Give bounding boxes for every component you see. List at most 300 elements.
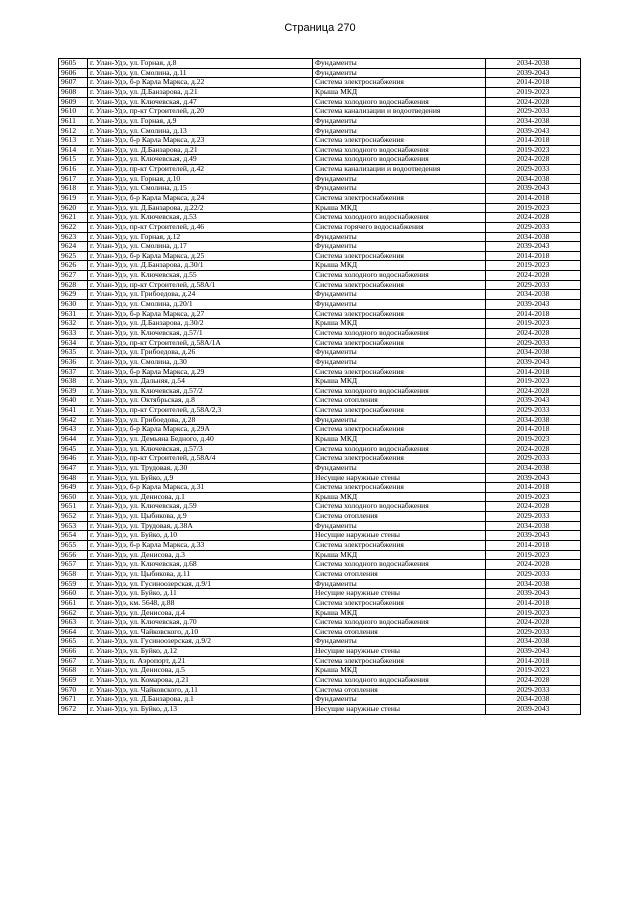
period-cell: 2029-2033 [486,107,581,117]
row-number: 9659 [59,579,88,589]
row-number: 9660 [59,589,88,599]
row-number: 9626 [59,261,88,271]
work-type-cell: Фундаменты [313,357,486,367]
period-cell: 2029-2033 [486,406,581,416]
period-cell: 2034-2038 [486,348,581,358]
address-cell: г. Улан-Удэ, ул. Буйко, д.10 [88,531,313,541]
table-row [59,174,581,184]
row-number: 9612 [59,126,88,136]
period-cell: 2029-2033 [486,280,581,290]
table-row [59,68,581,78]
row-number: 9666 [59,647,88,657]
address-cell: г. Улан-Удэ, ул. Гусиноозерская, д.9/2 [88,637,313,647]
table-row [59,203,581,213]
row-number: 9624 [59,242,88,252]
address-cell: г. Улан-Удэ, б-р Карла Маркса, д.27 [88,309,313,319]
work-type-cell: Несущие наружные стены [313,647,486,657]
period-cell: 2019-2023 [486,550,581,560]
table-row [59,531,581,541]
address-cell: г. Улан-Удэ, б-р Карла Маркса, д.29А [88,425,313,435]
table-row [59,309,581,319]
work-type-cell: Система холодного водоснабжения [313,444,486,454]
work-type-cell: Крыша МКД [313,492,486,502]
row-number: 9672 [59,704,88,714]
table-row [59,319,581,329]
table-row [59,483,581,493]
address-cell: г. Улан-Удэ, ул. Смолина, д.11 [88,68,313,78]
row-number: 9623 [59,232,88,242]
row-number: 9669 [59,676,88,686]
work-type-cell: Фундаменты [313,232,486,242]
address-cell: г. Улан-Удэ, б-р Карла Маркса, д.29 [88,367,313,377]
work-type-cell: Фундаменты [313,463,486,473]
row-number: 9629 [59,290,88,300]
period-cell: 2039-2043 [486,531,581,541]
period-cell: 2014-2018 [486,425,581,435]
period-cell: 2039-2043 [486,68,581,78]
work-type-cell: Система электроснабжения [313,136,486,146]
row-number: 9613 [59,136,88,146]
row-number: 9658 [59,569,88,579]
row-number: 9650 [59,492,88,502]
period-cell: 2034-2038 [486,232,581,242]
address-cell: г. Улан-Удэ, пр-кт Строителей, д.58А/1А [88,338,313,348]
period-cell: 2014-2018 [486,309,581,319]
row-number: 9614 [59,145,88,155]
address-cell: г. Улан-Удэ, б-р Карла Маркса, д.22 [88,78,313,88]
period-cell: 2029-2033 [486,569,581,579]
row-number: 9649 [59,483,88,493]
row-number: 9657 [59,560,88,570]
period-cell: 2014-2018 [486,598,581,608]
work-type-cell: Система электроснабжения [313,598,486,608]
address-cell: г. Улан-Удэ, ул. Смолина, д.17 [88,242,313,252]
row-number: 9628 [59,280,88,290]
table-row [59,97,581,107]
page-title: Страница 270 [284,22,356,34]
table-row [59,492,581,502]
table-row [59,560,581,570]
work-type-cell: Система электроснабжения [313,367,486,377]
address-cell: г. Улан-Удэ, ул. Цыбикова, д.9 [88,512,313,522]
table-row [59,165,581,175]
table-row [59,222,581,232]
period-cell: 2014-2018 [486,78,581,88]
work-type-cell: Фундаменты [313,126,486,136]
table-row [59,377,581,387]
table-row [59,116,581,126]
address-cell: г. Улан-Удэ, пр-кт Строителей, д.58А/4 [88,454,313,464]
row-number: 9616 [59,165,88,175]
work-type-cell: Система электроснабжения [313,309,486,319]
period-cell: 2034-2038 [486,290,581,300]
period-cell: 2019-2023 [486,203,581,213]
period-cell: 2029-2033 [486,222,581,232]
row-number: 9671 [59,695,88,705]
table-row [59,406,581,416]
work-type-cell: Система отопления [313,396,486,406]
address-cell: г. Улан-Удэ, ул. Ключевская, д.47 [88,97,313,107]
row-number: 9611 [59,116,88,126]
work-type-cell: Крыша МКД [313,203,486,213]
period-cell: 2039-2043 [486,184,581,194]
work-type-cell: Система электроснабжения [313,454,486,464]
table-row [59,415,581,425]
work-type-cell: Система электроснабжения [313,406,486,416]
address-cell: г. Улан-Удэ, ул. Смолина, д.20/1 [88,300,313,310]
table-row [59,107,581,117]
row-number: 9668 [59,666,88,676]
work-type-cell: Система электроснабжения [313,193,486,203]
row-number: 9639 [59,386,88,396]
row-number: 9635 [59,348,88,358]
row-number: 9661 [59,598,88,608]
row-number: 9647 [59,463,88,473]
row-number: 9631 [59,309,88,319]
period-cell: 2019-2023 [486,492,581,502]
work-type-cell: Система канализации и водоотведения [313,165,486,175]
row-number: 9607 [59,78,88,88]
work-type-cell: Система электроснабжения [313,541,486,551]
period-cell: 2019-2023 [486,666,581,676]
table-row [59,647,581,657]
table-row [59,213,581,223]
table-row [59,512,581,522]
row-number: 9653 [59,521,88,531]
table-row [59,589,581,599]
period-cell: 2034-2038 [486,637,581,647]
period-cell: 2039-2043 [486,589,581,599]
address-cell: г. Улан-Удэ, ул. Д.Банзарова, д.21 [88,87,313,97]
table-row [59,145,581,155]
work-type-cell: Система холодного водоснабжения [313,676,486,686]
row-number: 9663 [59,618,88,628]
table-row [59,136,581,146]
address-cell: г. Улан-Удэ, ул. Смолина, д.15 [88,184,313,194]
work-type-cell: Фундаменты [313,695,486,705]
table-row [59,87,581,97]
address-cell: г. Улан-Удэ, ул. Горная, д.10 [88,174,313,184]
row-number: 9625 [59,251,88,261]
period-cell: 2034-2038 [486,521,581,531]
work-type-cell: Крыша МКД [313,261,486,271]
table-row [59,338,581,348]
work-type-cell: Система холодного водоснабжения [313,618,486,628]
address-cell: г. Улан-Удэ, ул. Трудовая, д.38А [88,521,313,531]
period-cell: 2039-2043 [486,473,581,483]
works-table [58,58,581,715]
work-type-cell: Система электроснабжения [313,251,486,261]
period-cell: 2039-2043 [486,357,581,367]
work-type-cell: Крыша МКД [313,377,486,387]
address-cell: г. Улан-Удэ, км. 5648, д.88 [88,598,313,608]
address-cell: г. Улан-Удэ, ул. Ключевская, д.49 [88,155,313,165]
table-row [59,300,581,310]
period-cell: 2029-2033 [486,685,581,695]
row-number: 9608 [59,87,88,97]
row-number: 9656 [59,550,88,560]
row-number: 9634 [59,338,88,348]
work-type-cell: Система отопления [313,512,486,522]
work-type-cell: Система холодного водоснабжения [313,328,486,338]
address-cell: г. Улан-Удэ, ул. Демьяна Бедного, д.40 [88,434,313,444]
row-number: 9646 [59,454,88,464]
period-cell: 2024-2028 [486,502,581,512]
table-row [59,367,581,377]
period-cell: 2029-2033 [486,512,581,522]
address-cell: г. Улан-Удэ, ул. Смолина, д.13 [88,126,313,136]
period-cell: 2019-2023 [486,261,581,271]
table-row [59,550,581,560]
work-type-cell: Система холодного водоснабжения [313,155,486,165]
table-row [59,676,581,686]
row-number: 9643 [59,425,88,435]
row-number: 9664 [59,627,88,637]
work-type-cell: Крыша МКД [313,666,486,676]
address-cell: г. Улан-Удэ, б-р Карла Маркса, д.33 [88,541,313,551]
row-number: 9618 [59,184,88,194]
table-row [59,463,581,473]
period-cell: 2024-2028 [486,271,581,281]
table-row [59,386,581,396]
period-cell: 2014-2018 [486,483,581,493]
address-cell: г. Улан-Удэ, ул. Гусиноозерская, д.9/1 [88,579,313,589]
row-number: 9615 [59,155,88,165]
work-type-cell: Фундаменты [313,521,486,531]
table-row [59,569,581,579]
row-number: 9630 [59,300,88,310]
period-cell: 2019-2023 [486,608,581,618]
address-cell: г. Улан-Удэ, пр-кт Строителей, д.20 [88,107,313,117]
address-cell: г. Улан-Удэ, ул. Грибоедова, д.28 [88,415,313,425]
period-cell: 2024-2028 [486,560,581,570]
table-row [59,242,581,252]
address-cell: г. Улан-Удэ, б-р Карла Маркса, д.25 [88,251,313,261]
period-cell: 2039-2043 [486,126,581,136]
table-row [59,78,581,88]
row-number: 9641 [59,406,88,416]
table-row [59,251,581,261]
row-number: 9619 [59,193,88,203]
period-cell: 2039-2043 [486,704,581,714]
period-cell: 2014-2018 [486,193,581,203]
table-row [59,126,581,136]
address-cell: г. Улан-Удэ, ул. Комарова, д.21 [88,676,313,686]
work-type-cell: Система холодного водоснабжения [313,271,486,281]
work-type-cell: Система холодного водоснабжения [313,386,486,396]
table-row [59,434,581,444]
work-type-cell: Фундаменты [313,290,486,300]
table-row [59,502,581,512]
address-cell: г. Улан-Удэ, б-р Карла Маркса, д.23 [88,136,313,146]
row-number: 9645 [59,444,88,454]
period-cell: 2039-2043 [486,300,581,310]
table-row [59,357,581,367]
row-number: 9632 [59,319,88,329]
table-row [59,280,581,290]
work-type-cell: Система электроснабжения [313,483,486,493]
address-cell: г. Улан-Удэ, пр-кт Строителей, д.42 [88,165,313,175]
period-cell: 2034-2038 [486,116,581,126]
period-cell: 2039-2043 [486,396,581,406]
work-type-cell: Фундаменты [313,242,486,252]
table-row [59,184,581,194]
address-cell: г. Улан-Удэ, ул. Буйко, д.11 [88,589,313,599]
period-cell: 2024-2028 [486,676,581,686]
period-cell: 2034-2038 [486,579,581,589]
table-row [59,290,581,300]
table-row [59,232,581,242]
table-row [59,656,581,666]
period-cell: 2034-2038 [486,415,581,425]
address-cell: г. Улан-Удэ, б-р Карла Маркса, д.31 [88,483,313,493]
row-number: 9667 [59,656,88,666]
work-type-cell: Фундаменты [313,174,486,184]
period-cell: 2024-2028 [486,618,581,628]
work-type-cell: Система холодного водоснабжения [313,502,486,512]
address-cell: г. Улан-Удэ, ул. Денисова, д.1 [88,492,313,502]
address-cell: г. Улан-Удэ, ул. Ключевская, д.59 [88,502,313,512]
table-row [59,695,581,705]
period-cell: 2034-2038 [486,463,581,473]
row-number: 9670 [59,685,88,695]
address-cell: г. Улан-Удэ, ул. Д.Банзарова, д.21 [88,145,313,155]
work-type-cell: Фундаменты [313,116,486,126]
address-cell: г. Улан-Удэ, пр-кт Строителей, д.46 [88,222,313,232]
period-cell: 2019-2023 [486,319,581,329]
address-cell: г. Улан-Удэ, ул. Д.Банзарова, д.30/1 [88,261,313,271]
work-type-cell: Фундаменты [313,415,486,425]
table-row [59,59,581,69]
address-cell: г. Улан-Удэ, ул. Ключевская, д.57/2 [88,386,313,396]
work-type-cell: Крыша МКД [313,434,486,444]
work-type-cell: Несущие наружные стены [313,473,486,483]
period-cell: 2039-2043 [486,647,581,657]
table-row [59,541,581,551]
row-number: 9655 [59,541,88,551]
table-body [59,59,581,715]
work-type-cell: Система отопления [313,569,486,579]
address-cell: г. Улан-Удэ, ул. Буйко, д.13 [88,704,313,714]
work-type-cell: Фундаменты [313,59,486,69]
table-row [59,627,581,637]
work-type-cell: Несущие наружные стены [313,704,486,714]
row-number: 9648 [59,473,88,483]
work-type-cell: Система электроснабжения [313,78,486,88]
address-cell: г. Улан-Удэ, ул. Цыбикова, д.11 [88,569,313,579]
row-number: 9644 [59,434,88,444]
period-cell: 2014-2018 [486,136,581,146]
row-number: 9606 [59,68,88,78]
work-type-cell: Несущие наружные стены [313,589,486,599]
row-number: 9665 [59,637,88,647]
table-row [59,261,581,271]
address-cell: г. Улан-Удэ, ул. Буйко, д.12 [88,647,313,657]
period-cell: 2029-2033 [486,627,581,637]
table-row [59,444,581,454]
address-cell: г. Улан-Удэ, ул. Д.Банзарова, д.22/2 [88,203,313,213]
address-cell: г. Улан-Удэ, ул. Ключевская, д.68 [88,560,313,570]
period-cell: 2014-2018 [486,367,581,377]
period-cell: 2039-2043 [486,242,581,252]
address-cell: г. Улан-Удэ, ул. Горная, д.8 [88,59,313,69]
period-cell: 2024-2028 [486,328,581,338]
address-cell: г. Улан-Удэ, ул. Ключевская, д.57/1 [88,328,313,338]
table-row [59,685,581,695]
work-type-cell: Система электроснабжения [313,425,486,435]
address-cell: г. Улан-Удэ, ул. Горная, д.12 [88,232,313,242]
row-number: 9636 [59,357,88,367]
table-row [59,348,581,358]
work-type-cell: Крыша МКД [313,608,486,618]
row-number: 9620 [59,203,88,213]
row-number: 9642 [59,415,88,425]
work-type-cell: Система холодного водоснабжения [313,145,486,155]
row-number: 9621 [59,213,88,223]
period-cell: 2014-2018 [486,251,581,261]
period-cell: 2014-2018 [486,541,581,551]
address-cell: г. Улан-Удэ, пр-кт Строителей, д.58А/2,3 [88,406,313,416]
work-type-cell: Фундаменты [313,637,486,647]
period-cell: 2019-2023 [486,145,581,155]
period-cell: 2019-2023 [486,87,581,97]
work-type-cell: Система холодного водоснабжения [313,560,486,570]
table-row [59,608,581,618]
work-type-cell: Несущие наружные стены [313,531,486,541]
period-cell: 2024-2028 [486,213,581,223]
row-number: 9633 [59,328,88,338]
table-row [59,637,581,647]
work-type-cell: Крыша МКД [313,550,486,560]
address-cell: г. Улан-Удэ, ул. Октябрьская, д.8 [88,396,313,406]
address-cell: г. Улан-Удэ, ул. Грибоедова, д.26 [88,348,313,358]
row-number: 9652 [59,512,88,522]
table-row [59,666,581,676]
period-cell: 2014-2018 [486,656,581,666]
work-type-cell: Система электроснабжения [313,656,486,666]
table-row [59,328,581,338]
row-number: 9654 [59,531,88,541]
period-cell: 2029-2033 [486,165,581,175]
address-cell: г. Улан-Удэ, пр-кт Строителей, д.58А/1 [88,280,313,290]
address-cell: г. Улан-Удэ, ул. Горная, д.9 [88,116,313,126]
work-type-cell: Крыша МКД [313,87,486,97]
work-type-cell: Система отопления [313,685,486,695]
row-number: 9638 [59,377,88,387]
address-cell: г. Улан-Удэ, ул. Чайковского, д.11 [88,685,313,695]
address-cell: г. Улан-Удэ, ул. Смолина, д.30 [88,357,313,367]
row-number: 9637 [59,367,88,377]
row-number: 9662 [59,608,88,618]
row-number: 9605 [59,59,88,69]
work-type-cell: Система отопления [313,627,486,637]
work-type-cell: Система холодного водоснабжения [313,97,486,107]
address-cell: г. Улан-Удэ, б-р Карла Маркса, д.24 [88,193,313,203]
period-cell: 2029-2033 [486,338,581,348]
work-type-cell: Крыша МКД [313,319,486,329]
address-cell: г. Улан-Удэ, ул. Д.Банзарова, д.1 [88,695,313,705]
address-cell: г. Улан-Удэ, ул. Ключевская, д.53 [88,213,313,223]
work-type-cell: Система электроснабжения [313,280,486,290]
period-cell: 2024-2028 [486,97,581,107]
address-cell: г. Улан-Удэ, ул. Трудовая, д.30 [88,463,313,473]
table-row [59,271,581,281]
period-cell: 2034-2038 [486,59,581,69]
work-type-cell: Фундаменты [313,348,486,358]
period-cell: 2019-2023 [486,377,581,387]
address-cell: г. Улан-Удэ, ул. Грибоедова, д.24 [88,290,313,300]
row-number: 9651 [59,502,88,512]
